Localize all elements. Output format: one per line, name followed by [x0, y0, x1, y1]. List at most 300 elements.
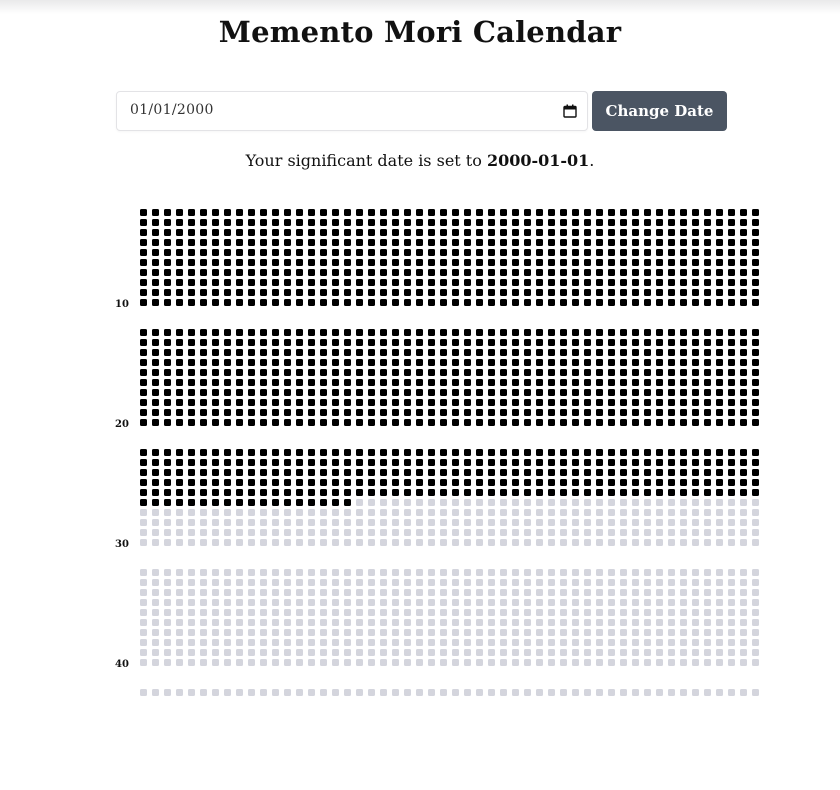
week-cell — [212, 379, 219, 386]
week-cell — [560, 469, 567, 476]
week-cell — [320, 529, 327, 536]
week-cell — [752, 579, 759, 586]
week-cell — [356, 689, 363, 696]
week-cell — [440, 619, 447, 626]
week-cell — [584, 599, 591, 606]
week-cell — [488, 629, 495, 636]
week-cell — [476, 639, 483, 646]
week-cell — [344, 469, 351, 476]
week-cell — [380, 529, 387, 536]
week-cell — [332, 419, 339, 426]
week-cell — [368, 239, 375, 246]
week-cell — [584, 419, 591, 426]
week-cell — [404, 339, 411, 346]
week-cell — [500, 209, 507, 216]
week-cell — [728, 639, 735, 646]
week-cell — [740, 229, 747, 236]
week-cell — [344, 609, 351, 616]
week-cell — [620, 229, 627, 236]
week-cell — [560, 519, 567, 526]
week-cell — [464, 219, 471, 226]
week-cell — [368, 349, 375, 356]
week-cell — [416, 639, 423, 646]
week-cell — [140, 469, 147, 476]
week-cell — [140, 509, 147, 516]
week-cell — [536, 489, 543, 496]
week-cell — [728, 609, 735, 616]
week-cell — [620, 469, 627, 476]
week-cell — [284, 299, 291, 306]
week-cell — [224, 659, 231, 666]
week-cell — [500, 419, 507, 426]
week-cell — [752, 469, 759, 476]
week-cell — [644, 529, 651, 536]
week-cell — [644, 489, 651, 496]
week-cell — [428, 639, 435, 646]
week-cell — [452, 589, 459, 596]
week-cell — [320, 409, 327, 416]
week-cell — [656, 649, 663, 656]
week-cell — [188, 349, 195, 356]
week-cell — [476, 349, 483, 356]
week-cell — [152, 339, 159, 346]
week-cell — [536, 369, 543, 376]
week-cell — [452, 359, 459, 366]
week-cell — [320, 369, 327, 376]
week-cell — [704, 469, 711, 476]
week-cell — [344, 299, 351, 306]
week-cell — [260, 299, 267, 306]
week-cell — [680, 589, 687, 596]
week-cell — [560, 649, 567, 656]
week-cell — [476, 279, 483, 286]
week-cell — [380, 289, 387, 296]
week-cell — [260, 379, 267, 386]
week-cell — [236, 519, 243, 526]
week-cell — [428, 219, 435, 226]
week-cell — [392, 399, 399, 406]
week-cell — [296, 329, 303, 336]
week-cell — [680, 269, 687, 276]
week-cell — [356, 449, 363, 456]
week-cell — [596, 639, 603, 646]
week-cell — [632, 529, 639, 536]
week-cell — [140, 389, 147, 396]
week-cell — [296, 499, 303, 506]
week-cell — [188, 499, 195, 506]
week-cell — [452, 369, 459, 376]
week-cell — [272, 569, 279, 576]
week-cell — [728, 369, 735, 376]
week-cell — [356, 469, 363, 476]
week-cell — [140, 579, 147, 586]
week-cell — [548, 369, 555, 376]
week-cell — [752, 419, 759, 426]
week-cell — [188, 209, 195, 216]
week-cell — [620, 289, 627, 296]
week-cell — [692, 299, 699, 306]
week-cell — [632, 409, 639, 416]
week-cell — [656, 299, 663, 306]
week-cell — [644, 469, 651, 476]
week-cell — [728, 599, 735, 606]
week-cell — [272, 459, 279, 466]
week-cell — [404, 639, 411, 646]
change-date-button[interactable]: Change Date — [592, 91, 727, 131]
week-cell — [284, 329, 291, 336]
week-cell — [428, 419, 435, 426]
week-cell — [740, 589, 747, 596]
week-cell — [284, 589, 291, 596]
week-cell — [332, 399, 339, 406]
week-cell — [644, 229, 651, 236]
week-cell — [752, 239, 759, 246]
week-cell — [224, 239, 231, 246]
week-cell — [536, 539, 543, 546]
week-cell — [308, 289, 315, 296]
week-cell — [500, 289, 507, 296]
week-cell — [596, 349, 603, 356]
week-cell — [716, 689, 723, 696]
week-cell — [236, 639, 243, 646]
week-cell — [356, 409, 363, 416]
week-cell — [164, 569, 171, 576]
week-cell — [488, 279, 495, 286]
week-cell — [332, 269, 339, 276]
week-cell — [176, 479, 183, 486]
date-input-value[interactable]: 01/01/2000 — [130, 102, 214, 118]
week-cell — [536, 289, 543, 296]
week-cell — [452, 469, 459, 476]
week-cell — [188, 599, 195, 606]
week-cell — [656, 659, 663, 666]
week-cell — [392, 419, 399, 426]
week-cell — [176, 299, 183, 306]
week-cell — [188, 639, 195, 646]
week-cell — [320, 649, 327, 656]
week-cell — [728, 459, 735, 466]
week-cell — [632, 509, 639, 516]
week-cell — [620, 339, 627, 346]
week-cell — [320, 379, 327, 386]
week-cell — [404, 609, 411, 616]
week-cell — [416, 209, 423, 216]
week-cell — [620, 379, 627, 386]
week-cell — [416, 659, 423, 666]
week-cell — [380, 639, 387, 646]
week-cell — [392, 339, 399, 346]
week-cell — [560, 359, 567, 366]
week-cell — [740, 269, 747, 276]
week-cell — [380, 389, 387, 396]
week-cell — [644, 609, 651, 616]
week-cell — [284, 689, 291, 696]
week-cell — [392, 229, 399, 236]
week-cell — [236, 329, 243, 336]
week-cell — [176, 629, 183, 636]
week-cell — [476, 629, 483, 636]
week-cell — [584, 659, 591, 666]
week-cell — [368, 379, 375, 386]
week-cell — [692, 269, 699, 276]
week-cell — [488, 509, 495, 516]
week-cell — [644, 509, 651, 516]
week-cell — [500, 509, 507, 516]
week-cell — [224, 449, 231, 456]
week-cell — [668, 279, 675, 286]
week-cell — [512, 689, 519, 696]
week-cell — [608, 269, 615, 276]
week-cell — [296, 619, 303, 626]
week-cell — [332, 639, 339, 646]
week-cell — [620, 689, 627, 696]
week-cell — [548, 299, 555, 306]
week-cell — [164, 369, 171, 376]
week-cell — [416, 269, 423, 276]
week-cell — [680, 359, 687, 366]
week-cell — [464, 249, 471, 256]
week-cell — [572, 569, 579, 576]
week-cell — [668, 219, 675, 226]
week-cell — [584, 479, 591, 486]
week-cell — [176, 349, 183, 356]
week-cell — [344, 279, 351, 286]
week-cell — [188, 389, 195, 396]
week-cell — [716, 629, 723, 636]
week-cell — [416, 489, 423, 496]
week-cell — [488, 209, 495, 216]
week-cell — [644, 629, 651, 636]
week-cell — [404, 279, 411, 286]
week-cell — [476, 299, 483, 306]
week-cell — [356, 289, 363, 296]
week-cell — [272, 299, 279, 306]
week-cell — [260, 279, 267, 286]
week-cell — [644, 279, 651, 286]
week-cell — [356, 349, 363, 356]
week-cell — [752, 359, 759, 366]
week-cell — [692, 629, 699, 636]
week-cell — [632, 379, 639, 386]
week-cell — [584, 509, 591, 516]
week-cell — [320, 359, 327, 366]
week-cell — [236, 529, 243, 536]
week-cell — [716, 489, 723, 496]
week-cell — [536, 599, 543, 606]
week-cell — [632, 629, 639, 636]
decade-label: 30 — [115, 539, 129, 550]
week-cell — [308, 509, 315, 516]
week-cell — [404, 599, 411, 606]
week-cell — [476, 379, 483, 386]
week-cell — [284, 459, 291, 466]
week-cell — [452, 519, 459, 526]
week-cell — [428, 409, 435, 416]
week-cell — [548, 269, 555, 276]
week-cell — [356, 209, 363, 216]
week-cell — [272, 629, 279, 636]
week-cell — [224, 409, 231, 416]
week-cell — [248, 339, 255, 346]
week-cell — [752, 299, 759, 306]
week-cell — [512, 539, 519, 546]
week-cell — [716, 569, 723, 576]
week-cell — [596, 609, 603, 616]
week-cell — [416, 299, 423, 306]
week-cell — [140, 689, 147, 696]
week-cell — [728, 579, 735, 586]
week-cell — [716, 509, 723, 516]
week-cell — [716, 259, 723, 266]
week-cell — [332, 289, 339, 296]
week-cell — [392, 639, 399, 646]
week-cell — [428, 459, 435, 466]
week-cell — [344, 479, 351, 486]
week-cell — [512, 289, 519, 296]
week-cell — [236, 629, 243, 636]
week-cell — [692, 459, 699, 466]
week-cell — [404, 619, 411, 626]
week-cell — [524, 279, 531, 286]
week-cell — [476, 399, 483, 406]
week-cell — [284, 629, 291, 636]
week-cell — [152, 289, 159, 296]
week-cell — [536, 349, 543, 356]
week-cell — [344, 629, 351, 636]
week-cell — [560, 409, 567, 416]
week-cell — [596, 569, 603, 576]
week-cell — [380, 509, 387, 516]
week-cell — [680, 369, 687, 376]
week-cell — [452, 499, 459, 506]
week-cell — [188, 579, 195, 586]
week-cell — [584, 589, 591, 596]
week-cell — [200, 249, 207, 256]
week-cell — [572, 299, 579, 306]
week-cell — [560, 419, 567, 426]
week-cell — [164, 379, 171, 386]
week-cell — [464, 229, 471, 236]
week-cell — [212, 219, 219, 226]
week-cell — [224, 259, 231, 266]
week-cell — [248, 529, 255, 536]
week-cell — [728, 479, 735, 486]
week-cell — [584, 689, 591, 696]
week-cell — [524, 469, 531, 476]
week-cell — [752, 589, 759, 596]
week-cell — [500, 339, 507, 346]
week-cell — [380, 249, 387, 256]
week-cell — [512, 329, 519, 336]
week-cell — [392, 209, 399, 216]
week-cell — [536, 509, 543, 516]
week-cell — [188, 569, 195, 576]
week-cell — [248, 369, 255, 376]
week-cell — [320, 349, 327, 356]
week-cell — [440, 689, 447, 696]
week-cell — [416, 249, 423, 256]
week-cell — [272, 209, 279, 216]
week-cell — [752, 259, 759, 266]
week-cell — [296, 569, 303, 576]
week-cell — [236, 659, 243, 666]
week-cell — [212, 519, 219, 526]
week-cell — [632, 299, 639, 306]
week-cell — [272, 539, 279, 546]
week-cell — [476, 219, 483, 226]
week-cell — [608, 599, 615, 606]
week-cell — [212, 329, 219, 336]
week-cell — [716, 279, 723, 286]
week-cell — [404, 369, 411, 376]
week-cell — [416, 689, 423, 696]
week-cell — [344, 519, 351, 526]
week-cell — [236, 539, 243, 546]
week-cell — [392, 269, 399, 276]
week-cell — [176, 469, 183, 476]
week-cell — [368, 259, 375, 266]
week-cell — [200, 639, 207, 646]
week-cell — [608, 369, 615, 376]
week-cell — [608, 629, 615, 636]
week-cell — [404, 469, 411, 476]
week-cell — [476, 369, 483, 376]
week-cell — [692, 499, 699, 506]
week-cell — [344, 449, 351, 456]
week-cell — [164, 239, 171, 246]
week-cell — [176, 369, 183, 376]
week-cell — [236, 219, 243, 226]
week-cell — [404, 229, 411, 236]
week-cell — [392, 329, 399, 336]
week-cell — [596, 529, 603, 536]
week-cell — [272, 579, 279, 586]
week-cell — [608, 459, 615, 466]
week-cell — [620, 209, 627, 216]
week-cell — [704, 399, 711, 406]
week-cell — [572, 629, 579, 636]
week-cell — [236, 409, 243, 416]
week-cell — [284, 389, 291, 396]
week-cell — [464, 689, 471, 696]
week-cell — [236, 249, 243, 256]
week-cell — [260, 509, 267, 516]
week-cell — [212, 359, 219, 366]
week-cell — [188, 359, 195, 366]
week-cell — [368, 339, 375, 346]
week-cell — [320, 499, 327, 506]
week-cell — [380, 609, 387, 616]
week-cell — [740, 579, 747, 586]
week-cell — [344, 589, 351, 596]
week-cell — [224, 419, 231, 426]
week-cell — [152, 359, 159, 366]
week-cell — [548, 529, 555, 536]
week-cell — [212, 229, 219, 236]
week-cell — [428, 649, 435, 656]
week-cell — [296, 219, 303, 226]
week-cell — [224, 459, 231, 466]
week-cell — [440, 499, 447, 506]
week-cell — [248, 479, 255, 486]
week-cell — [248, 459, 255, 466]
week-cell — [152, 649, 159, 656]
week-cell — [344, 259, 351, 266]
week-cell — [236, 259, 243, 266]
week-cell — [608, 419, 615, 426]
week-cell — [260, 399, 267, 406]
week-cell — [644, 659, 651, 666]
